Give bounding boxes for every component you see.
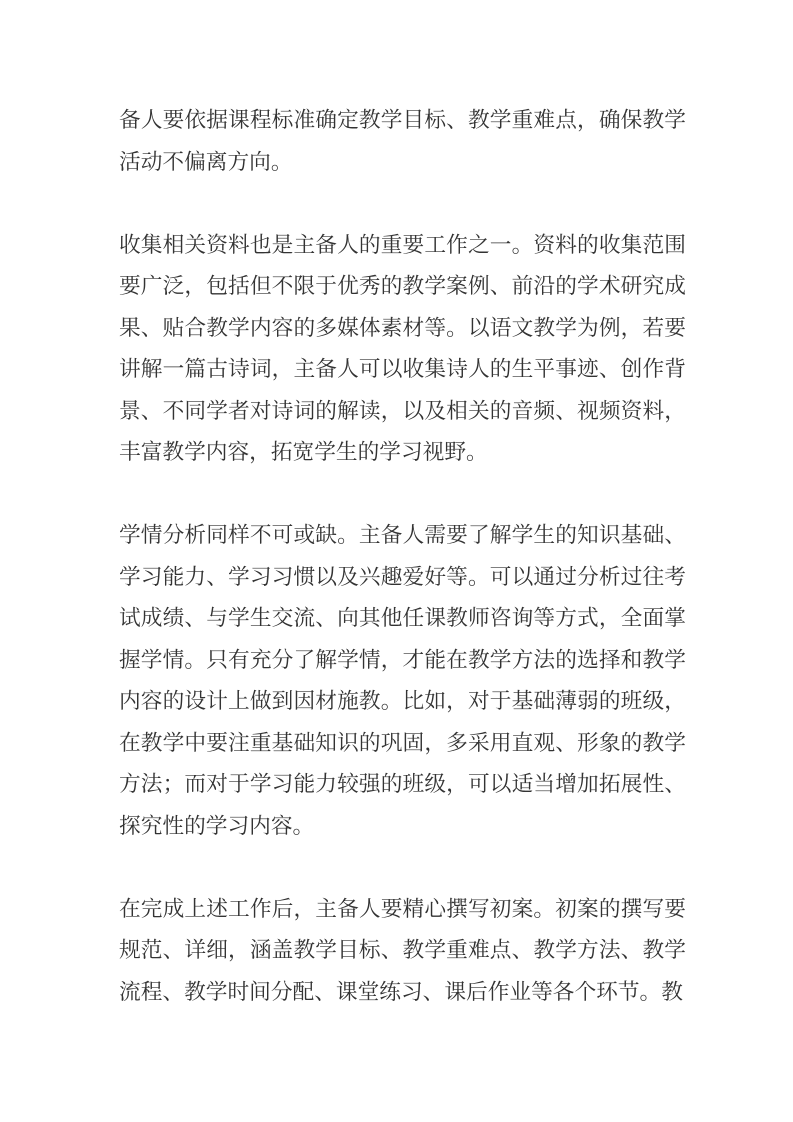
paragraph-4: 在完成上述工作后，主备人要精心撰写初案。初案的撰写要规范、详细，涵盖教学目标、教学重难点、教学方法、教学流程、教学时间分配、课堂练习、课后作业等各个环节。教 [119, 895, 686, 1004]
paragraph-1: 备人要依据课程标准确定教学目标、教学重难点，确保教学活动不偏离方向。 [119, 107, 686, 174]
paragraph-3: 学情分析同样不可或缺。主备人需要了解学生的知识基础、学习能力、学习习惯以及兴趣爱好等。可以通过分析过往考试成绩、与学生交流、向其他任课教师咨询等方式，全面掌握学情。只有充分了解学情，才能在教学方法的选择和教学内容的设计上做到因材施教。比如，对于基础薄弱的班级，在教学中要注重基础知识的巩固，多采用直观、形象的教学方法；而对于学习能力较强的班级，可以适当增加拓展性、探究性的学习内容。 [119, 522, 686, 838]
paragraph-2: 收集相关资料也是主备人的重要工作之一。资料的收集范围要广泛，包括但不限于优秀的教学案例、前沿的学术研究成果、贴合教学内容的多媒体素材等。以语文教学为例，若要讲解一篇古诗词，主备人可以收集诗人的生平事迹、创作背景、不同学者对诗词的解读，以及相关的音频、视频资料，丰富教学内容，拓宽学生的学习视野。 [119, 231, 686, 464]
document-body [119, 99, 686, 1012]
